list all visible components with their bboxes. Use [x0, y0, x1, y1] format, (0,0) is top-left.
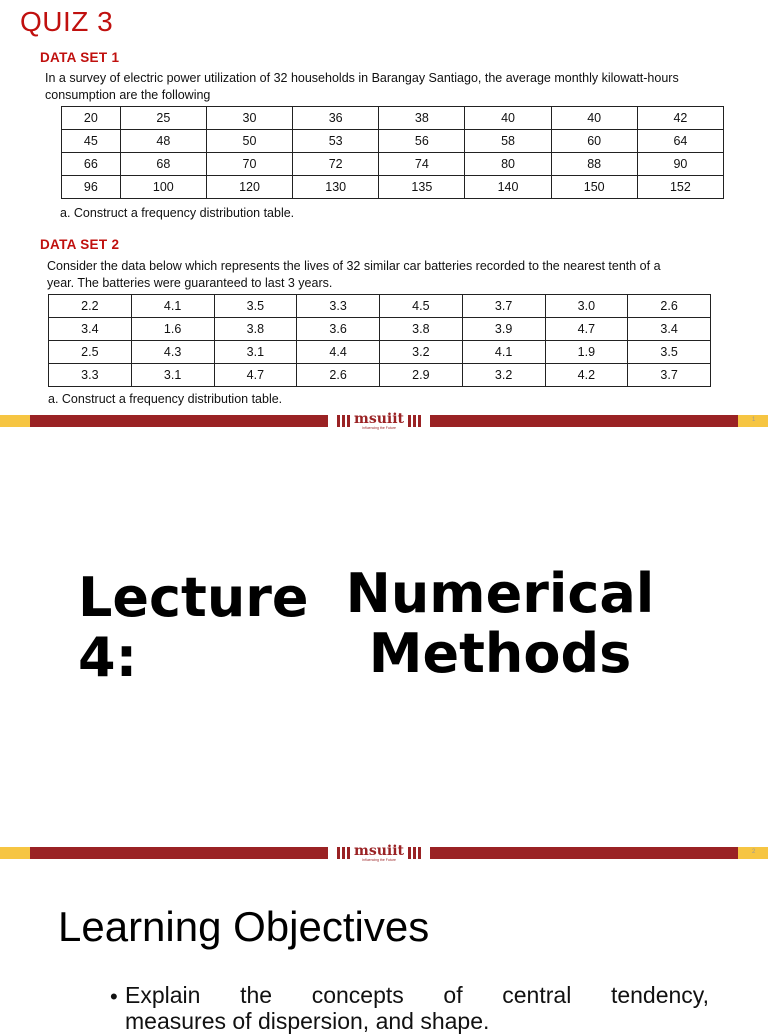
table-cell: 135 [379, 176, 465, 199]
table-cell: 2.2 [49, 295, 132, 318]
table-cell: 2.6 [297, 364, 380, 387]
data-set-2-description [47, 258, 724, 292]
table-cell: 3.4 [49, 318, 132, 341]
table-cell: 3.6 [297, 318, 380, 341]
table-cell: 50 [206, 130, 292, 153]
table-cell: 60 [551, 130, 637, 153]
logo-bars-icon [408, 415, 421, 427]
table-cell: 4.1 [462, 341, 545, 364]
table-cell: 56 [379, 130, 465, 153]
table-cell: 40 [551, 107, 637, 130]
logo-bars-icon [337, 415, 350, 427]
table-cell: 3.0 [545, 295, 628, 318]
topic-label: Methods [368, 622, 632, 685]
table-cell: 3.5 [628, 341, 711, 364]
objective-line: measures of dispersion, and shape. [125, 1008, 490, 1034]
lecture-label: 4: [78, 626, 138, 689]
table-cell: 45 [62, 130, 121, 153]
table-cell: 40 [465, 107, 551, 130]
table-cell: 3.7 [462, 295, 545, 318]
table-cell: 58 [465, 130, 551, 153]
lecture-number [78, 568, 309, 688]
table-cell: 90 [637, 153, 723, 176]
data-set-1-description [45, 70, 745, 104]
table-cell: 2.5 [49, 341, 132, 364]
table-cell: 72 [293, 153, 379, 176]
footer-band [0, 842, 768, 862]
table-cell: 74 [379, 153, 465, 176]
table-cell: 150 [551, 176, 637, 199]
table-cell: 130 [293, 176, 379, 199]
table-cell: 3.2 [380, 341, 463, 364]
table-cell: 30 [206, 107, 292, 130]
data-set-1-heading: DATA SET 1 [40, 50, 120, 65]
table-cell: 36 [293, 107, 379, 130]
table-cell: 38 [379, 107, 465, 130]
lecture-topic [330, 564, 670, 684]
quiz-title: QUIZ 3 [20, 6, 114, 37]
table-cell: 1.6 [131, 318, 214, 341]
learning-objectives-title: Learning Objectives [58, 903, 430, 950]
table-cell: 120 [206, 176, 292, 199]
table-cell: 3.4 [628, 318, 711, 341]
table-cell: 25 [120, 107, 206, 130]
table-row [62, 176, 724, 199]
lecture-label: Lecture [78, 566, 309, 629]
table-cell: 3.3 [49, 364, 132, 387]
table-cell: 3.8 [214, 318, 297, 341]
table-cell: 4.5 [380, 295, 463, 318]
table-cell: 3.3 [297, 295, 380, 318]
table-cell: 3.7 [628, 364, 711, 387]
description-line: consumption are the following [45, 88, 211, 102]
table-cell: 88 [551, 153, 637, 176]
bullet-icon: • [110, 984, 118, 1009]
table-cell: 3.2 [462, 364, 545, 387]
table-cell: 140 [465, 176, 551, 199]
table-cell: 64 [637, 130, 723, 153]
table-cell: 48 [120, 130, 206, 153]
msuiit-logo [328, 410, 430, 432]
logo-bars-icon [337, 847, 350, 859]
description-line: Consider the data below which represents the lives of 32 similar car batteries recorded to the nearest tenth of a [47, 259, 661, 273]
gold-stripe-left [0, 847, 30, 859]
objective-line: Explain the concepts of central tendency, [125, 982, 709, 1008]
table-cell: 4.7 [545, 318, 628, 341]
table-cell: 2.6 [628, 295, 711, 318]
table-cell: 42 [637, 107, 723, 130]
table-cell: 4.3 [131, 341, 214, 364]
logo-bars-icon [408, 847, 421, 859]
description-line: year. The batteries were guaranteed to last 3 years. [47, 276, 333, 290]
table-cell: 4.7 [214, 364, 297, 387]
table-cell: 68 [120, 153, 206, 176]
footer-band [0, 410, 768, 430]
table-cell: 66 [62, 153, 121, 176]
logo-tagline: Influencing the Future [362, 857, 396, 862]
description-line: In a survey of electric power utilization of 32 households in Barangay Santiago, the average monthly kilowatt-hours [45, 71, 679, 85]
table-row [49, 341, 711, 364]
table-cell: 152 [637, 176, 723, 199]
table-cell: 1.9 [545, 341, 628, 364]
data-set-2-table [48, 294, 711, 387]
table-cell: 4.1 [131, 295, 214, 318]
table-cell: 4.4 [297, 341, 380, 364]
table-row [49, 364, 711, 387]
logo-wordmark: msuiit [354, 410, 404, 427]
logo-wordmark: msuiit [354, 842, 404, 859]
table-row [49, 318, 711, 341]
table-cell: 4.2 [545, 364, 628, 387]
objective-bullet [125, 982, 709, 1034]
data-set-1-task: a. Construct a frequency distribution table. [60, 206, 295, 220]
data-set-2-heading: DATA SET 2 [40, 237, 120, 252]
table-cell: 96 [62, 176, 121, 199]
logo-tagline: Influencing the Future [362, 425, 396, 430]
table-cell: 53 [293, 130, 379, 153]
gold-stripe-left [0, 415, 30, 427]
msuiit-logo [328, 842, 430, 864]
table-cell: 3.9 [462, 318, 545, 341]
table-row [62, 130, 724, 153]
data-set-2-task: a. Construct a frequency distribution table. [48, 392, 283, 406]
data-set-1-table [61, 106, 724, 199]
page-number: 2 [752, 849, 756, 855]
table-cell: 3.5 [214, 295, 297, 318]
topic-label: Numerical [345, 562, 655, 625]
table-cell: 80 [465, 153, 551, 176]
table-cell: 100 [120, 176, 206, 199]
table-row [62, 153, 724, 176]
table-cell: 3.1 [214, 341, 297, 364]
table-row [49, 295, 711, 318]
page-number: 1 [752, 417, 756, 423]
table-row [62, 107, 724, 130]
table-cell: 20 [62, 107, 121, 130]
table-cell: 2.9 [380, 364, 463, 387]
table-cell: 3.8 [380, 318, 463, 341]
table-cell: 3.1 [131, 364, 214, 387]
table-cell: 70 [206, 153, 292, 176]
